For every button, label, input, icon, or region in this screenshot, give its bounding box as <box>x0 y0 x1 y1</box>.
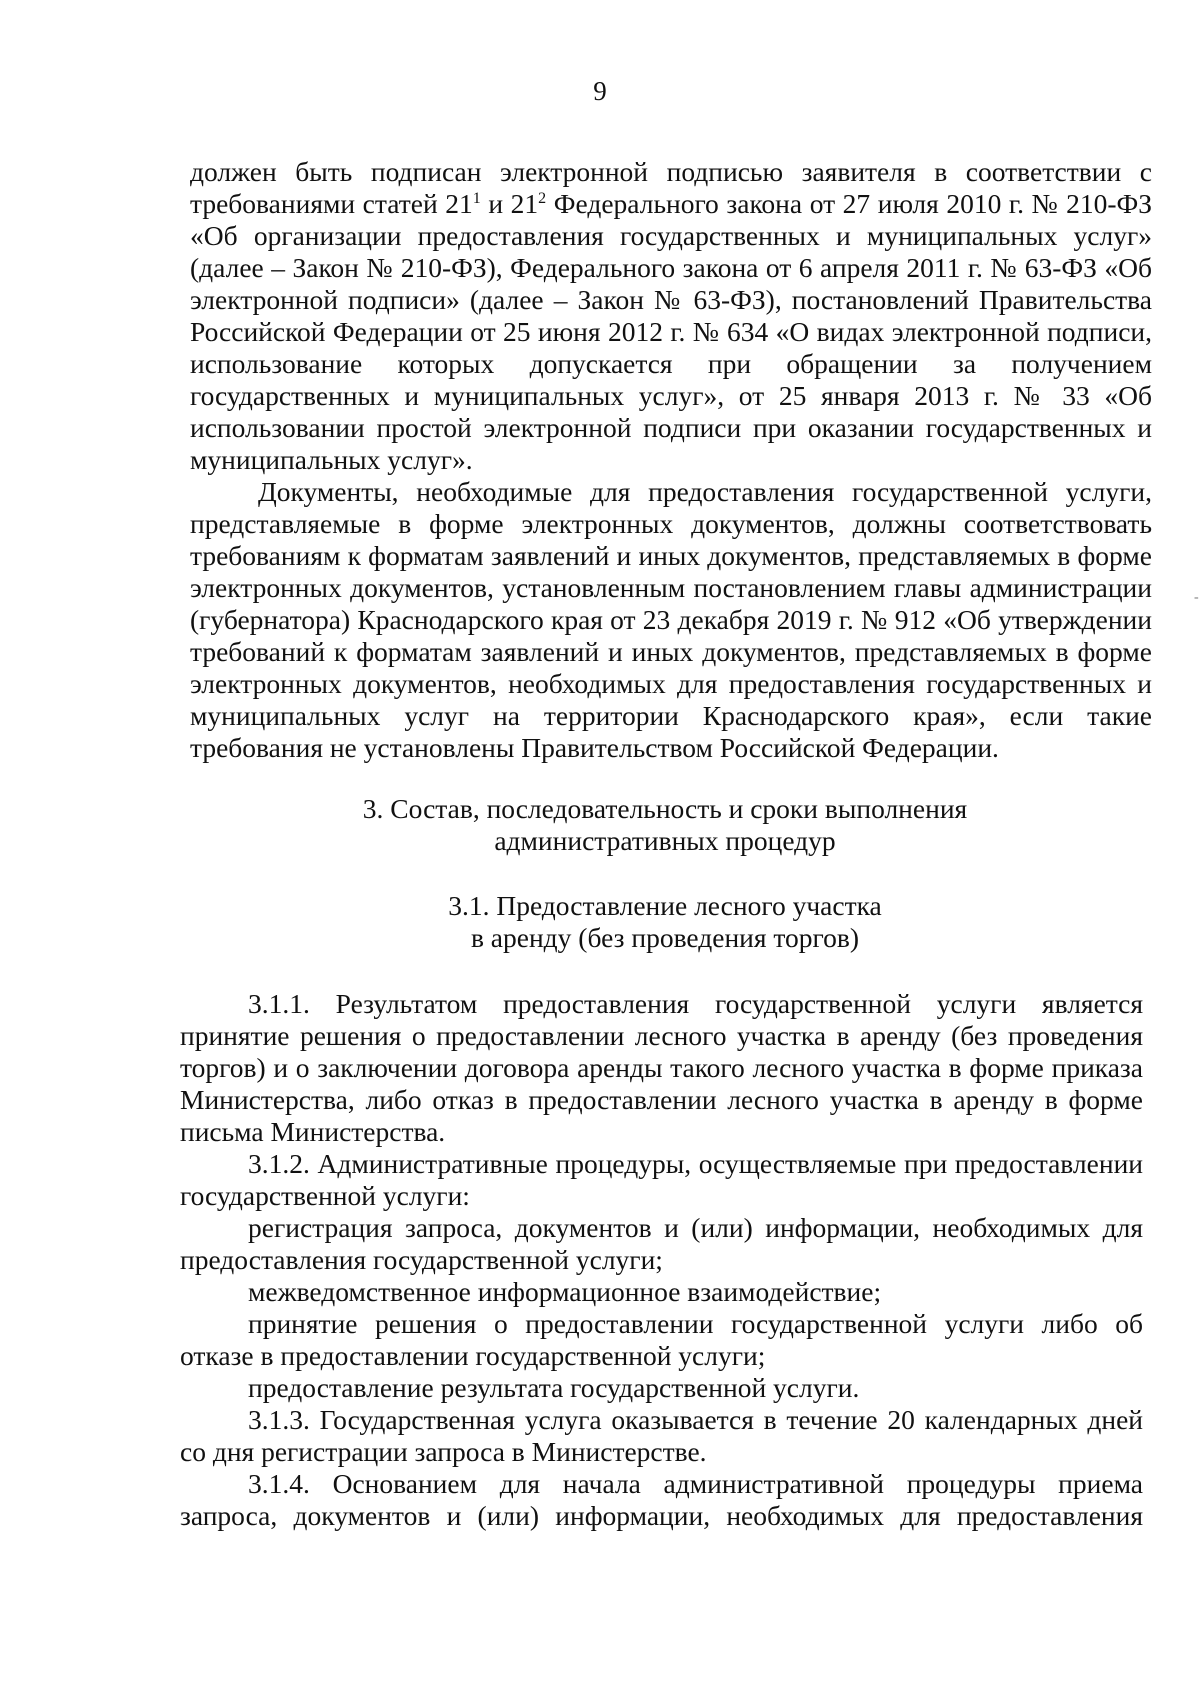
paragraph-text: Федерального закона от 27 июля 2010 г. № 210-ФЗ «Об организации предоставления государственных и муниципальных услуг» (далее – Закон № 210-ФЗ), Федерального закона от 6 апреля 2011 г. № 63-ФЗ «Об электронной подписи» (далее – Закон № 63-ФЗ), постановлений Правительства Российской Федерации от 25 июня 2012 г. № 634 «О видах электронной подписи, использование которых допускается при обращении за получением государственных и муниципальных услуг», от 25 января 2013 г. № 33 «Об использовании простой электронной подписи при оказании государственных и муниципальных услуг». <box>190 188 1153 475</box>
superscript: 1 <box>472 189 481 207</box>
page-number: 9 <box>593 76 607 106</box>
paragraph-3-1-3: 3.1.3. Государственная услуга оказывается в течение 20 календарных дней со дня регистрации запроса в Министерстве. <box>180 1404 1143 1467</box>
paragraph-3-1-2: 3.1.2. Административные процедуры, осуществляемые при предоставлении государственной услуги: <box>180 1148 1143 1211</box>
paragraph-signature-requirements <box>190 156 1152 476</box>
list-item: предоставление результата государственной услуги. <box>248 1372 860 1403</box>
heading-line: 3. Состав, последовательность и сроки выполнения <box>362 793 968 824</box>
heading-line: административных процедур <box>494 825 836 856</box>
paragraph-text: должен быть подписан электронной подписью заявителя в соответствии с требованиями статей 21 <box>190 156 1152 219</box>
list-item: межведомственное информационное взаимодействие; <box>248 1276 882 1307</box>
paragraph-document-formats: Документы, необходимые для предоставления государственной услуги, представляемые в форме электронных документов, должны соответствовать требованиям к форматам заявлений и иных документов, представляемых в форме электронных документов, установленным постановлением главы администрации (губернатора) Краснодарского края от 23 декабря 2019 г. № 912 «Об утверждении требований к форматам заявлений и иных документов, представляемых в форме электронных документов, необходимых для предоставления государственных и муниципальных услуг на территории Краснодарского края», если такие требования не установлены Правительством Российской Федерации. <box>190 476 1152 763</box>
text-block-bottom <box>180 988 1143 1532</box>
paragraph-3-1-1: 3.1.1. Результатом предоставления государственной услуги является принятие решения о предоставлении лесного участка в аренду (без проведения торгов) и о заключении договора аренды такого лесного участка в форме приказа Министерства, либо отказ в предоставлении лесного участка в аренду в форме письма Министерства. <box>180 988 1143 1147</box>
paragraph-text: и 21 <box>480 188 539 219</box>
list-item: принятие решения о предоставлении государственной услуги либо об отказе в предоставлении государственной услуги; <box>180 1308 1143 1371</box>
section-heading-3 <box>0 793 1200 857</box>
list-item: регистрация запроса, документов и (или) информации, необходимых для предоставления государственной услуги; <box>180 1212 1143 1275</box>
subsection-heading-3-1 <box>0 890 1200 954</box>
scan-margin-mark: - <box>1194 590 1199 605</box>
text-block-top <box>190 156 1152 764</box>
heading-line: 3.1. Предоставление лесного участка <box>448 890 882 921</box>
heading-line: в аренду (без проведения торгов) <box>470 922 860 953</box>
paragraph-3-1-4: 3.1.4. Основанием для начала административной процедуры приема запроса, документов и (или) информации, необходимых для предоставления <box>180 1468 1143 1531</box>
superscript: 2 <box>538 189 547 207</box>
